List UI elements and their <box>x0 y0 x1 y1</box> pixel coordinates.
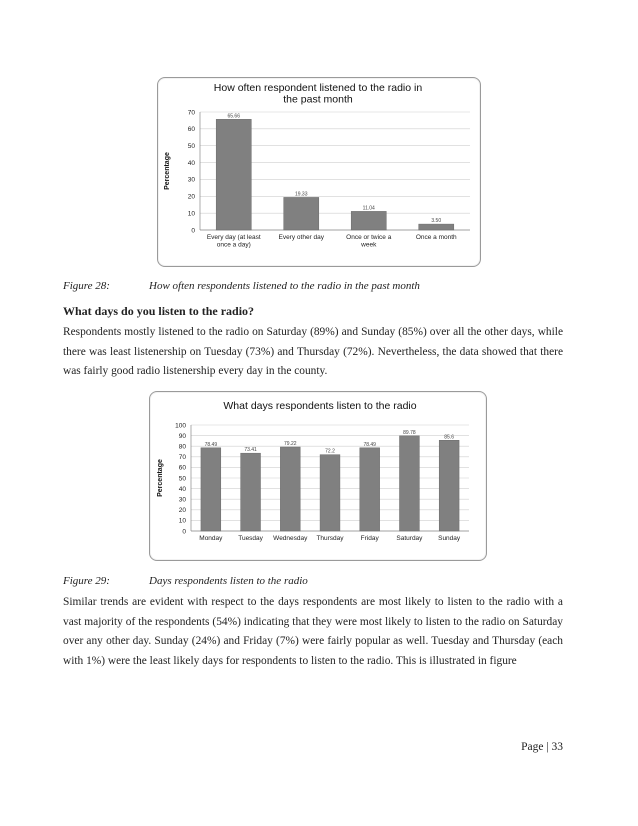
y-tick-label: 50 <box>178 475 186 483</box>
chart-title-line: What days respondents listen to the radio <box>223 400 417 412</box>
category-label: Tuesday <box>238 535 263 542</box>
paragraph-2: Similar trends are evident with respect to the days respondents are most likely to listen to the radio with a vast majority of the respondents (54%) indicating that they were most likely to listen to the radio on Saturday over any other day. Sunday (24%) and Friday (7%) were fairly popular as well. Tuesday and Thursday (each with 1%) were the least likely days for respondents to listen to the radio. This is illustrated in figure <box>63 596 563 667</box>
y-tick-label: 10 <box>187 210 195 218</box>
bar <box>284 197 319 230</box>
category-label: week <box>361 241 377 249</box>
category-label: Thursday <box>316 535 344 542</box>
bar <box>280 447 300 531</box>
y-tick-label: 70 <box>187 109 195 117</box>
y-tick-label: 80 <box>178 443 186 451</box>
y-tick-label: 40 <box>178 485 186 493</box>
y-tick-label: 10 <box>178 517 186 525</box>
bar <box>419 224 454 230</box>
bar <box>320 455 340 531</box>
figure-28-text: How often respondents listened to the radio in the past month <box>149 280 420 292</box>
y-tick-label: 100 <box>175 422 186 430</box>
section-heading: What days do you listen to the radio? <box>63 304 255 318</box>
y-tick-label: 20 <box>187 193 195 201</box>
category-label: Friday <box>360 535 379 542</box>
y-tick-label: 30 <box>178 496 186 504</box>
bar <box>400 436 420 531</box>
category-label: Once a month <box>415 234 457 241</box>
y-tick-label: 0 <box>191 227 195 235</box>
chart-listening-days <box>149 391 487 561</box>
y-tick-label: 60 <box>178 464 186 472</box>
data-label: 78.49 <box>204 441 218 448</box>
category-label: Wednesday <box>273 535 308 542</box>
bar <box>360 448 380 531</box>
y-axis-label: Percentage <box>157 459 164 497</box>
category-label: Monday <box>199 535 223 542</box>
y-tick-label: 0 <box>182 528 186 536</box>
chart-listening-frequency-svg <box>158 78 480 266</box>
data-label: 89.78 <box>403 429 416 436</box>
category-label: Sunday <box>438 535 461 542</box>
paragraph-1: Respondents mostly listened to the radio on Saturday (89%) and Sunday (85%) over all the other days, while there was least listenership on Tuesday (73%) and Thursday (72%). Nevertheless, the data showed that there was fairly good radio listenership every day in the county. <box>63 326 563 378</box>
data-label: 11.04 <box>362 205 375 212</box>
category-label: once a day) <box>216 241 251 249</box>
category-label: Every day (at least <box>206 234 261 241</box>
bar <box>241 453 261 531</box>
bar <box>351 211 386 230</box>
page-number: Page | 33 <box>521 741 563 753</box>
data-label: 19.33 <box>294 191 308 198</box>
category-label: Every other day <box>278 234 325 241</box>
data-label: 65.66 <box>227 113 241 120</box>
data-label: 78.49 <box>363 441 376 448</box>
bar <box>216 119 251 230</box>
category-label: Saturday <box>396 535 423 542</box>
data-label: 85.6 <box>444 434 455 441</box>
y-tick-label: 40 <box>187 159 195 167</box>
bar <box>201 448 221 531</box>
figure-29-caption <box>63 575 308 587</box>
y-tick-label: 50 <box>187 143 195 151</box>
y-tick-label: 30 <box>187 176 195 184</box>
data-label: 79.22 <box>284 441 297 448</box>
y-tick-label: 20 <box>178 507 186 515</box>
bar <box>439 440 459 531</box>
chart-listening-days-svg <box>150 392 486 560</box>
data-label: 72.2 <box>325 448 335 455</box>
chart-title-line: the past month <box>283 93 353 106</box>
y-tick-label: 60 <box>187 126 195 134</box>
chart-listening-frequency <box>157 77 481 267</box>
y-tick-label: 90 <box>178 432 186 440</box>
data-label: 73.41 <box>244 447 257 454</box>
figure-28-number: Figure 28: <box>63 280 110 292</box>
figure-28-caption <box>63 280 420 292</box>
data-label: 3.50 <box>431 218 442 225</box>
y-axis-label: Percentage <box>164 152 171 190</box>
category-label: Once or twice a <box>346 234 392 241</box>
chart-title-line: How often respondent listened to the radio in <box>213 82 423 94</box>
figure-29-text: Days respondents listen to the radio <box>149 575 308 587</box>
y-tick-label: 70 <box>178 454 186 462</box>
figure-29-number: Figure 29: <box>63 575 110 587</box>
